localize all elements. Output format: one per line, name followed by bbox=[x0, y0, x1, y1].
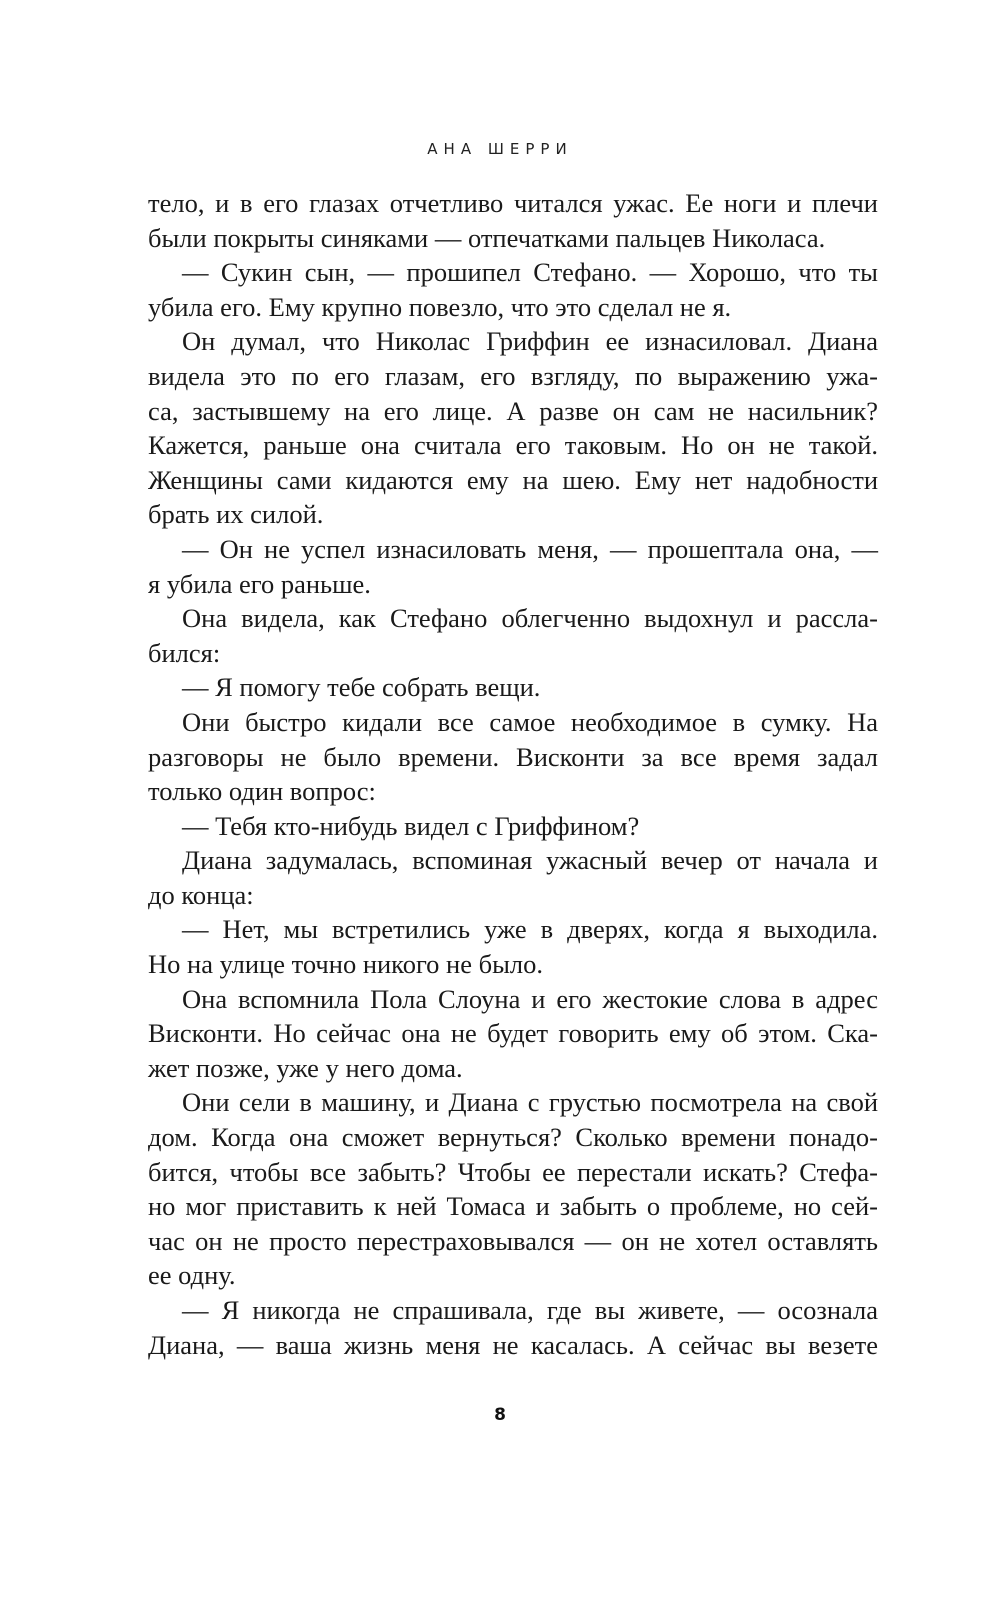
text-line: видела это по его глазам, его взгляду, по выражению ужа- bbox=[148, 360, 878, 391]
text-line: Он думал, что Николас Гриффин ее изнасиловал. Диана bbox=[182, 326, 878, 357]
running-head-author: АНА ШЕРРИ bbox=[427, 140, 573, 158]
text-line: Женщины сами кидаются ему на шею. Ему нет надобности bbox=[148, 464, 878, 495]
text-line: — Тебя кто-нибудь видел с Гриффином? bbox=[182, 810, 640, 841]
text-line: ее одну. bbox=[148, 1260, 236, 1291]
text-line: Диана задумалась, вспоминая ужасный вечер от начала и bbox=[182, 845, 878, 876]
text-line: разговоры не было времени. Висконти за все время задал bbox=[148, 741, 878, 772]
body-text bbox=[148, 186, 878, 1362]
text-line: Они быстро кидали все самое необходимое в сумку. На bbox=[182, 706, 878, 737]
text-line: са, застывшему на его лице. А разве он сам не насильник? bbox=[148, 395, 878, 426]
text-line: были покрыты синяками — отпечатками пальцев Николаса. bbox=[148, 222, 826, 253]
text-line: убила его. Ему крупно повезло, что это сделал не я. bbox=[148, 291, 732, 322]
text-line: бился: bbox=[148, 637, 221, 668]
text-line: только один вопрос: bbox=[148, 776, 376, 807]
text-line: до конца: bbox=[148, 879, 254, 910]
text-line: — Я помогу тебе собрать вещи. bbox=[182, 672, 541, 703]
text-line: — Я никогда не спрашивала, где вы живете, — осознала bbox=[182, 1295, 878, 1325]
text-line: Она видела, как Стефано облегченно выдохнул и рассла- bbox=[182, 603, 878, 634]
text-line: брать их силой. bbox=[148, 499, 324, 530]
text-line: тело, и в его глазах отчетливо читался ужас. Ее ноги и плечи bbox=[148, 188, 878, 218]
text-line: Они сели в машину, и Диана с грустью посмотрела на свой bbox=[182, 1087, 878, 1118]
text-line: я убила его раньше. bbox=[148, 568, 371, 599]
text-line: — Нет, мы встретились уже в дверях, когда я выходила. bbox=[182, 914, 878, 945]
text-line: Но на улице точно никого не было. bbox=[148, 949, 544, 980]
text-line: дом. Когда она сможет вернуться? Сколько времени понадо- bbox=[148, 1122, 878, 1153]
text-line: бится, чтобы все забыть? Чтобы ее перестали искать? Стефа- bbox=[148, 1156, 878, 1187]
text-line: час он не просто перестраховывался — он не хотел оставлять bbox=[148, 1225, 878, 1256]
text-line: Висконти. Но сейчас она не будет говорить ему об этом. Ска- bbox=[148, 1018, 878, 1049]
text-line: Она вспомнила Пола Слоуна и его жестокие слова в адрес bbox=[182, 983, 878, 1014]
page-number: 8 bbox=[494, 1405, 506, 1425]
text-line: — Он не успел изнасиловать меня, — прошептала она, — bbox=[182, 533, 878, 564]
text-line: Диана, — ваша жизнь меня не касалась. А сейчас вы везете bbox=[148, 1329, 878, 1360]
text-line: Кажется, раньше она считала его таковым. Но он не такой. bbox=[148, 430, 878, 461]
text-line: — Сукин сын, — прошипел Стефано. — Хорошо, что ты bbox=[182, 257, 878, 288]
text-line: но мог приставить к ней Томаса и забыть о проблеме, но сей- bbox=[148, 1191, 878, 1222]
text-line: жет позже, уже у него дома. bbox=[148, 1052, 463, 1083]
